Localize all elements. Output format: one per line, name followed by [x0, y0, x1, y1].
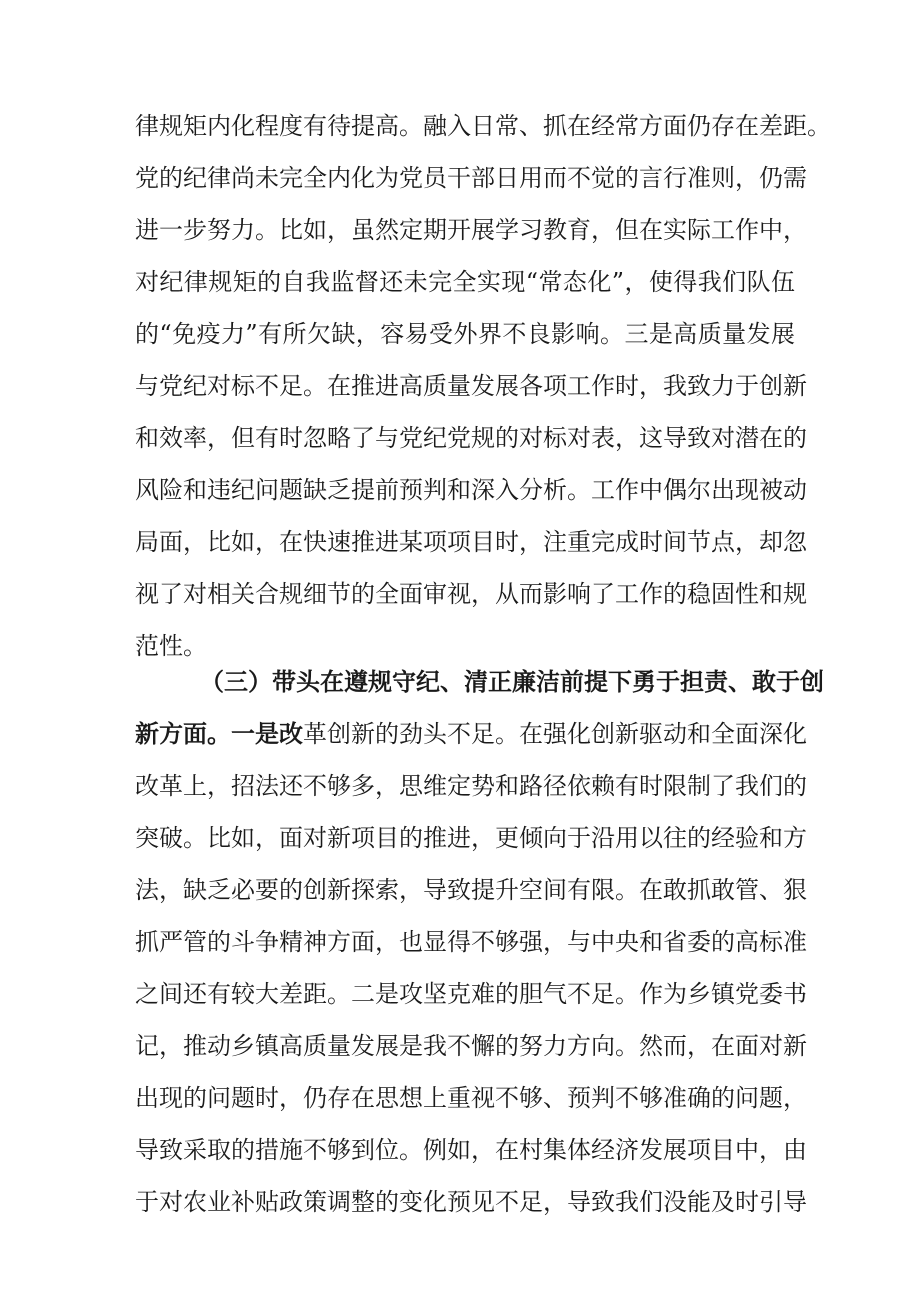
text-line: 的“免疫力”有所欠缺，容易受外界不良影响。三是高质量发展: [135, 320, 795, 348]
text-line: 与党纪对标不足。在推进高质量发展各项工作时，我致力于创新: [135, 372, 807, 400]
text-span: 革创新的劲头不足。在强化创新驱动和全面深化: [303, 720, 807, 748]
text-line: [135, 708, 807, 760]
text-line: 局面，比如，在快速推进某项项目时，注重完成时间节点，却忽: [135, 528, 807, 556]
text-line: 视了对相关合规细节的全面审视，从而影响了工作的稳固性和规: [135, 580, 807, 608]
text-line: 进一步努力。比如，虽然定期开展学习教育，但在实际工作中，: [135, 216, 807, 244]
text-line: 出现的问题时，仍存在思想上重视不够、预判不够准确的问题，: [135, 1084, 807, 1112]
text-line: 于对农业补贴政策调整的变化预见不足，导致我们没能及时引导: [135, 1188, 807, 1216]
text-line: 范性。: [135, 632, 207, 660]
text-line: 律规矩内化程度有待提高。融入日常、抓在经常方面仍存在差距。: [135, 112, 831, 140]
text-line: 抓严管的斗争精神方面，也显得不够强，与中央和省委的高标准: [135, 928, 807, 956]
text-line: 法，缺乏必要的创新探索，导致提升空间有限。在敢抓敢管、狠: [135, 876, 807, 904]
text-line: 之间还有较大差距。二是攻坚克难的胆气不足。作为乡镇党委书: [135, 980, 807, 1008]
text-line: 记，推动乡镇高质量发展是我不懈的努力方向。然而，在面对新: [135, 1032, 807, 1060]
text-line: 导致采取的措施不够到位。例如，在村集体经济发展项目中，由: [135, 1136, 807, 1164]
text-line: 对纪律规矩的自我监督还未完全实现“常态化”，使得我们队伍: [135, 268, 795, 296]
text-line: 改革上，招法还不够多，思维定势和路径依赖有时限制了我们的: [135, 772, 807, 800]
text-line: 党的纪律尚未完全内化为党员干部日用而不觉的言行准则，仍需: [135, 164, 807, 192]
text-line: 和效率，但有时忽略了与党纪党规的对标对表，这导致对潜在的: [135, 424, 807, 452]
text-line: 突破。比如，面对新项目的推进，更倾向于沿用以往的经验和方: [135, 824, 807, 852]
text-line: 风险和违纪问题缺乏提前预判和深入分析。工作中偶尔出现被动: [135, 476, 807, 504]
section-heading-tail: 新方面。一是改: [135, 719, 303, 748]
section-heading: （三）带头在遵规守纪、清正廉洁前提下勇于担责、敢于创: [200, 667, 824, 696]
